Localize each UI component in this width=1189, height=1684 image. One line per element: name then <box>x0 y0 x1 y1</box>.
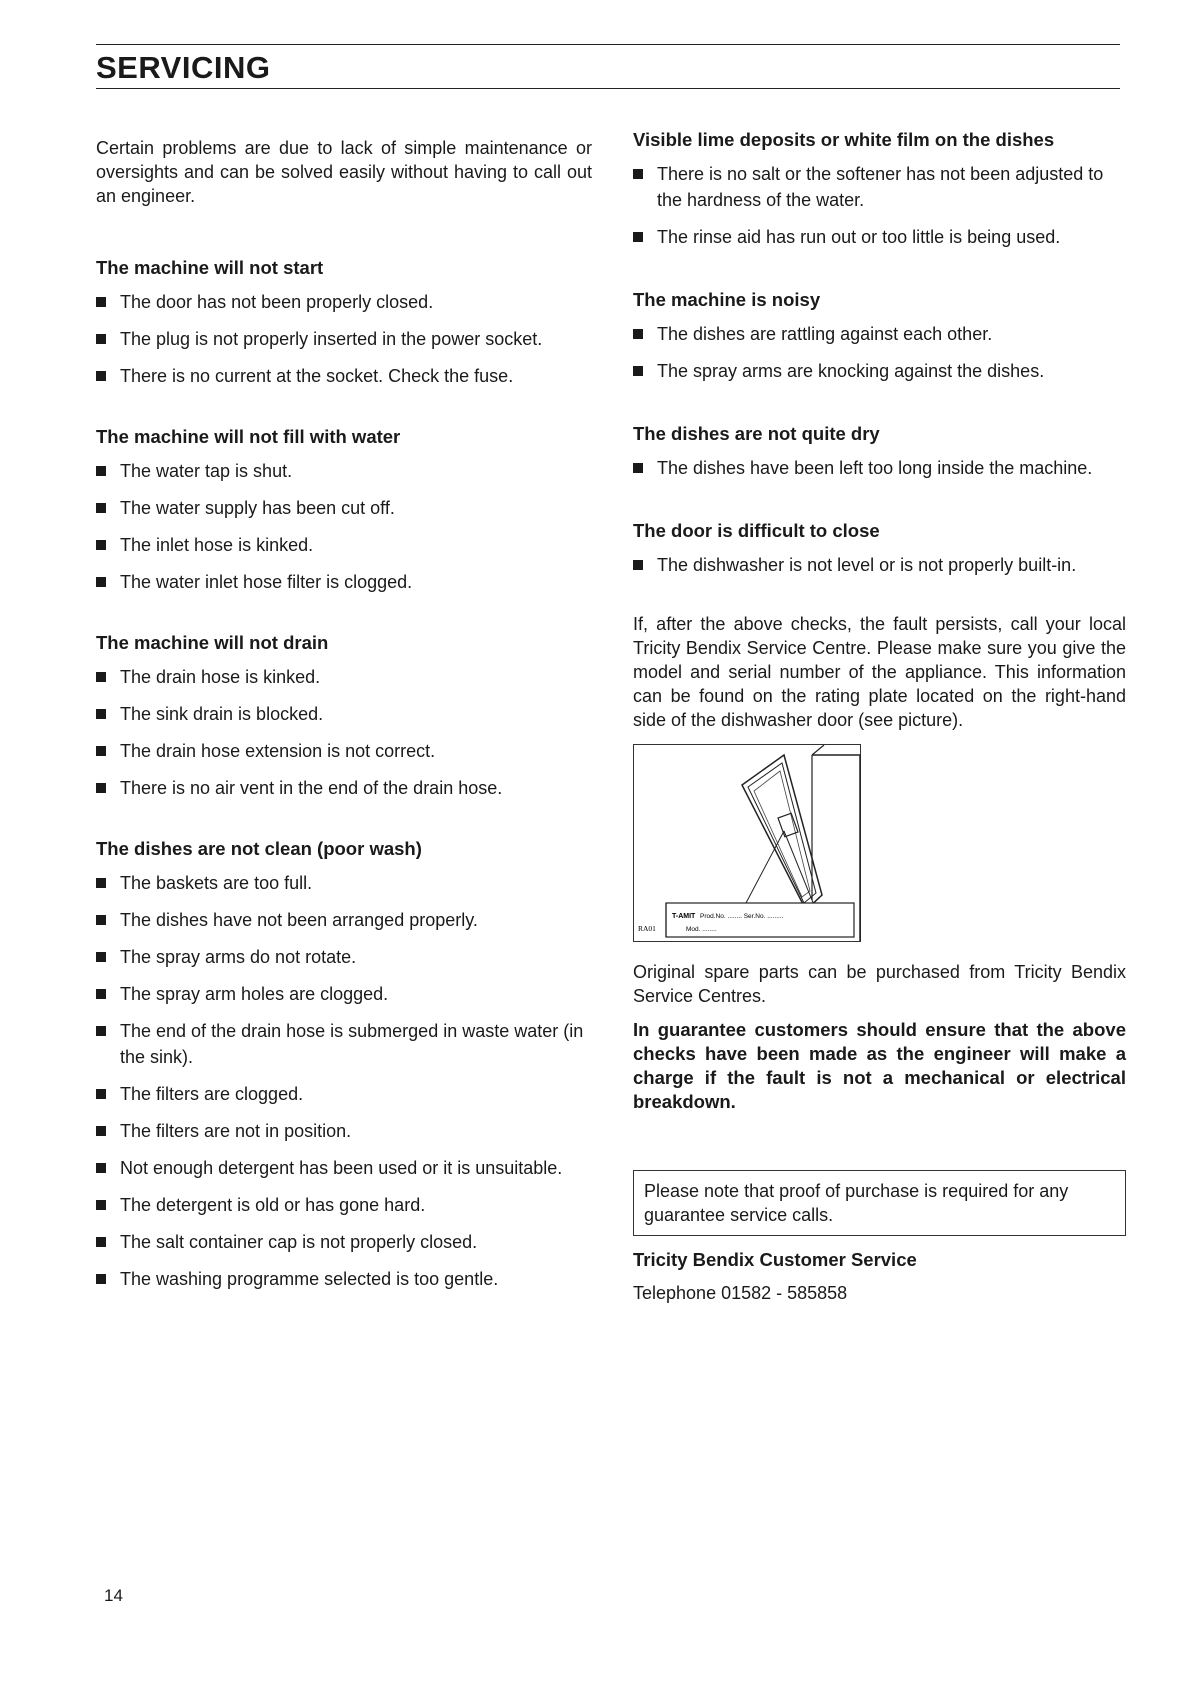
list-item-text: The spray arms are knocking against the dishes. <box>657 361 1045 381</box>
list-item-text: The filters are clogged. <box>120 1084 304 1104</box>
list-item <box>96 1266 592 1292</box>
list-item <box>96 1229 592 1255</box>
list-item-text: The dishes are rattling against each other. <box>657 324 993 344</box>
list-item <box>96 458 592 484</box>
list-item-text: The water tap is shut. <box>120 461 293 481</box>
title-underline <box>96 88 1120 89</box>
intro-paragraph: Certain problems are due to lack of simple maintenance or oversights and can be solved easily without having to call out an engineer. <box>96 138 592 206</box>
troubleshooting-section <box>633 519 1126 578</box>
left-sections <box>96 256 592 1292</box>
section-heading: The door is difficult to close <box>633 520 880 541</box>
list-item-text: The detergent is old or has gone hard. <box>120 1195 426 1215</box>
list-item <box>633 224 1126 250</box>
list-item <box>633 455 1126 481</box>
troubleshooting-section <box>633 288 1126 384</box>
square-bullet-icon <box>96 1163 106 1173</box>
list-item <box>96 363 592 389</box>
square-bullet-icon <box>96 878 106 888</box>
list-item <box>96 569 592 595</box>
list-item-text: The salt container cap is not properly closed. <box>120 1232 478 1252</box>
spare-parts-paragraph: Original spare parts can be purchased from Tricity Bendix Service Centres. <box>633 962 1126 1006</box>
square-bullet-icon <box>96 1237 106 1247</box>
list-item-text: The drain hose is kinked. <box>120 667 321 687</box>
plate-line-1: Prod.No. ........ Ser.No. ......... <box>700 913 784 920</box>
list-item <box>96 870 592 896</box>
list-item-text: The drain hose extension is not correct. <box>120 741 436 761</box>
list-item <box>96 532 592 558</box>
square-bullet-icon <box>633 463 643 473</box>
square-bullet-icon <box>96 466 106 476</box>
square-bullet-icon <box>96 297 106 307</box>
square-bullet-icon <box>633 560 643 570</box>
list-item-text: The spray arm holes are clogged. <box>120 984 389 1004</box>
section-heading: Visible lime deposits or white film on the dishes <box>633 129 1055 150</box>
square-bullet-icon <box>96 952 106 962</box>
page-title: SERVICING <box>96 50 271 85</box>
dishwasher-door-illustration <box>634 745 862 943</box>
list-item-text: The water inlet hose filter is clogged. <box>120 572 413 592</box>
customer-service-telephone: Telephone 01582 - 585858 <box>633 1283 848 1303</box>
section-heading: The dishes are not quite dry <box>633 423 880 444</box>
page-number: 14 <box>104 1586 123 1605</box>
cause-list <box>96 664 592 801</box>
list-item <box>96 738 592 764</box>
list-item <box>96 981 592 1007</box>
square-bullet-icon <box>96 709 106 719</box>
square-bullet-icon <box>96 746 106 756</box>
list-item-text: The plug is not properly inserted in the power socket. <box>120 329 543 349</box>
list-item-text: The washing programme selected is too gentle. <box>120 1269 499 1289</box>
list-item-text: There is no current at the socket. Check the fuse. <box>120 366 514 386</box>
list-item-text: There is no air vent in the end of the drain hose. <box>120 778 503 798</box>
square-bullet-icon <box>633 232 643 242</box>
square-bullet-icon <box>633 329 643 339</box>
square-bullet-icon <box>96 1274 106 1284</box>
list-item <box>633 552 1126 578</box>
right-column <box>633 128 1126 1305</box>
square-bullet-icon <box>96 1026 106 1036</box>
square-bullet-icon <box>96 672 106 682</box>
troubleshooting-section <box>96 256 592 389</box>
list-item <box>96 1018 592 1070</box>
list-item-text: The dishes have been left too long inside the machine. <box>657 458 1093 478</box>
cause-list <box>633 455 1126 481</box>
list-item <box>96 701 592 727</box>
guarantee-warning: In guarantee customers should ensure that the above checks have been made as the engineer will make a charge if the fault is not a mechanical or electrical breakdown. <box>633 1019 1126 1112</box>
right-sections <box>633 128 1126 578</box>
rating-plate-figure <box>633 744 861 942</box>
cause-list <box>633 161 1126 250</box>
list-item <box>633 161 1126 213</box>
square-bullet-icon <box>96 577 106 587</box>
list-item <box>96 907 592 933</box>
plate-line-2: Mod. ........ <box>686 926 717 933</box>
list-item-text: The baskets are too full. <box>120 873 313 893</box>
square-bullet-icon <box>96 989 106 999</box>
section-heading: The machine will not fill with water <box>96 426 401 447</box>
list-item-text: The filters are not in position. <box>120 1121 352 1141</box>
plate-brand-mark: T-AMIT <box>672 913 696 920</box>
cause-list <box>96 870 592 1292</box>
list-item <box>96 289 592 315</box>
list-item <box>96 1155 592 1181</box>
list-item-text: The door has not been properly closed. <box>120 292 434 312</box>
list-item <box>96 664 592 690</box>
square-bullet-icon <box>96 1126 106 1136</box>
square-bullet-icon <box>96 783 106 793</box>
section-heading: The machine will not drain <box>96 632 329 653</box>
list-item <box>96 775 592 801</box>
cause-list <box>633 552 1126 578</box>
section-heading: The machine is noisy <box>633 289 821 310</box>
list-item-text: The sink drain is blocked. <box>120 704 324 724</box>
cause-list <box>96 458 592 595</box>
list-item <box>96 495 592 521</box>
square-bullet-icon <box>633 169 643 179</box>
figure-code: RA01 <box>638 924 656 933</box>
list-item-text: The dishes have not been arranged properly. <box>120 910 478 930</box>
troubleshooting-section <box>633 422 1126 481</box>
left-column <box>96 136 592 1303</box>
troubleshooting-section <box>633 128 1126 250</box>
list-item-text: The end of the drain hose is submerged in waste water (in the sink). <box>120 1021 584 1067</box>
top-rule <box>96 44 1120 45</box>
list-item-text: The water supply has been cut off. <box>120 498 395 518</box>
square-bullet-icon <box>96 1200 106 1210</box>
list-item-text: The inlet hose is kinked. <box>120 535 314 555</box>
list-item-text: The dishwasher is not level or is not properly built-in. <box>657 555 1077 575</box>
list-item <box>96 1081 592 1107</box>
cause-list <box>96 289 592 389</box>
section-heading: The machine will not start <box>96 257 324 278</box>
section-heading: The dishes are not clean (poor wash) <box>96 838 422 859</box>
list-item <box>633 321 1126 347</box>
list-item <box>96 1118 592 1144</box>
square-bullet-icon <box>96 915 106 925</box>
square-bullet-icon <box>96 503 106 513</box>
square-bullet-icon <box>96 540 106 550</box>
customer-service-block <box>633 1248 1126 1305</box>
list-item-text: There is no salt or the softener has not been adjusted to the hardness of the water. <box>657 164 1104 210</box>
list-item-text: The spray arms do not rotate. <box>120 947 357 967</box>
square-bullet-icon <box>96 371 106 381</box>
cause-list <box>633 321 1126 384</box>
customer-service-heading: Tricity Bendix Customer Service <box>633 1249 917 1270</box>
troubleshooting-section <box>96 631 592 801</box>
fault-persists-paragraph: If, after the above checks, the fault persists, call your local Tricity Bendix Service Centre. Please make sure you give the model and serial number of the appliance. This information can be found on the rating plate located on the right-hand side of the dishwasher door (see picture). <box>633 614 1126 730</box>
list-item <box>96 944 592 970</box>
list-item-text: Not enough detergent has been used or it is unsuitable. <box>120 1158 563 1178</box>
list-item <box>633 358 1126 384</box>
square-bullet-icon <box>96 1089 106 1099</box>
troubleshooting-section <box>96 837 592 1292</box>
note-text: Please note that proof of purchase is required for any guarantee service calls. <box>644 1181 1069 1225</box>
list-item <box>96 1192 592 1218</box>
square-bullet-icon <box>633 366 643 376</box>
list-item-text: The rinse aid has run out or too little is being used. <box>657 227 1061 247</box>
proof-of-purchase-note <box>633 1170 1126 1236</box>
list-item <box>96 326 592 352</box>
troubleshooting-section <box>96 425 592 595</box>
square-bullet-icon <box>96 334 106 344</box>
